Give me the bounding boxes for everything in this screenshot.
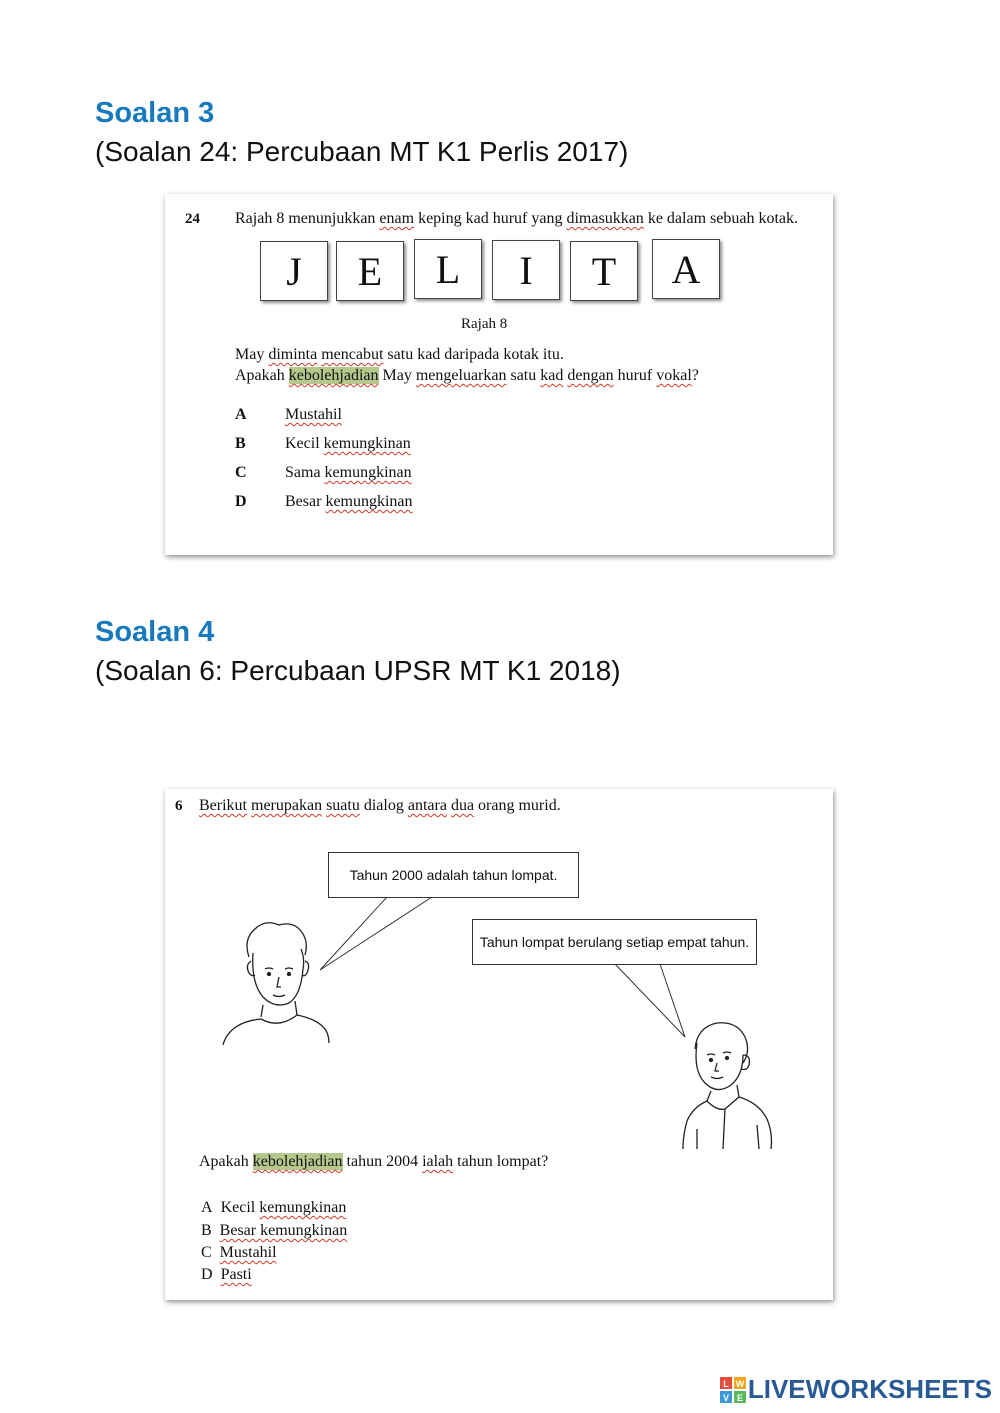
q4-option-c[interactable]: C Mustahil	[201, 1244, 277, 1261]
q3-title: Soalan 3	[95, 97, 215, 129]
liveworksheets-logo-text: LIVEWORKSHEETS	[747, 1374, 992, 1404]
q4-option-d[interactable]: D Pasti	[201, 1266, 252, 1283]
q4-title: Soalan 4	[95, 616, 215, 648]
q3-option-a-letter: A	[235, 406, 247, 423]
q4-option-a[interactable]: A Kecil kemungkinan	[201, 1199, 347, 1216]
liveworksheets-logo-icon	[720, 1377, 746, 1403]
letter-card-a: A	[652, 239, 720, 299]
bubble2-tail	[615, 964, 685, 1037]
liveworksheets-logo[interactable]	[720, 1374, 992, 1405]
q3-source: (Soalan 24: Percubaan MT K1 Perlis 2017)	[95, 136, 629, 167]
logo-letter-v: V	[722, 1392, 729, 1403]
q4-option-b[interactable]: B Besar kemungkinan	[201, 1222, 348, 1239]
q4-stem: Berikut merupakan suatu dialog antara dua orang murid.	[199, 797, 561, 814]
boy-figure	[223, 923, 329, 1045]
q3-question-number: 24	[185, 211, 200, 227]
q3-option-b-letter: B	[235, 435, 246, 452]
logo-letter-e: E	[736, 1392, 743, 1403]
logo-letter-l: L	[723, 1378, 729, 1389]
bubble1-tail	[320, 897, 432, 970]
speech-bubble-2: Tahun lompat berulang setiap empat tahun.	[472, 919, 757, 965]
q3-stem: Rajah 8 menunjukkan enam keping kad huruf yang dimasukkan ke dalam sebuah kotak.	[235, 210, 798, 227]
letter-card-j: J	[260, 241, 328, 301]
q3-option-b[interactable]: Kecil kemungkinan	[285, 435, 411, 452]
figure-label: Rajah 8	[461, 316, 508, 332]
q3-option-a[interactable]: Mustahil	[285, 406, 342, 423]
letter-card-l: L	[414, 239, 482, 299]
letter-card-e: E	[336, 241, 404, 301]
q3-option-c-letter: C	[235, 464, 247, 481]
q3-option-d[interactable]: Besar kemungkinan	[285, 493, 413, 510]
q3-question-card	[165, 194, 833, 555]
q4-question-card	[165, 789, 833, 1300]
letter-card-i: I	[492, 240, 560, 300]
letter-card-t: T	[570, 241, 638, 301]
q3-option-c[interactable]: Sama kemungkinan	[285, 464, 412, 481]
speech-bubble-1: Tahun 2000 adalah tahun lompat.	[328, 852, 579, 898]
q3-line2: Apakah kebolehjadian May mengeluarkan satu kad dengan huruf vokal?	[235, 367, 699, 384]
q3-option-d-letter: D	[235, 493, 247, 510]
q4-question-number: 6	[175, 798, 183, 814]
boy-right-figure	[683, 1023, 772, 1149]
q3-line1: May diminta mencabut satu kad daripada kotak itu.	[235, 346, 564, 363]
logo-letter-w: W	[735, 1378, 745, 1389]
q4-question: Apakah kebolehjadian tahun 2004 ialah tahun lompat?	[199, 1153, 549, 1170]
q4-source: (Soalan 6: Percubaan UPSR MT K1 2018)	[95, 655, 621, 686]
